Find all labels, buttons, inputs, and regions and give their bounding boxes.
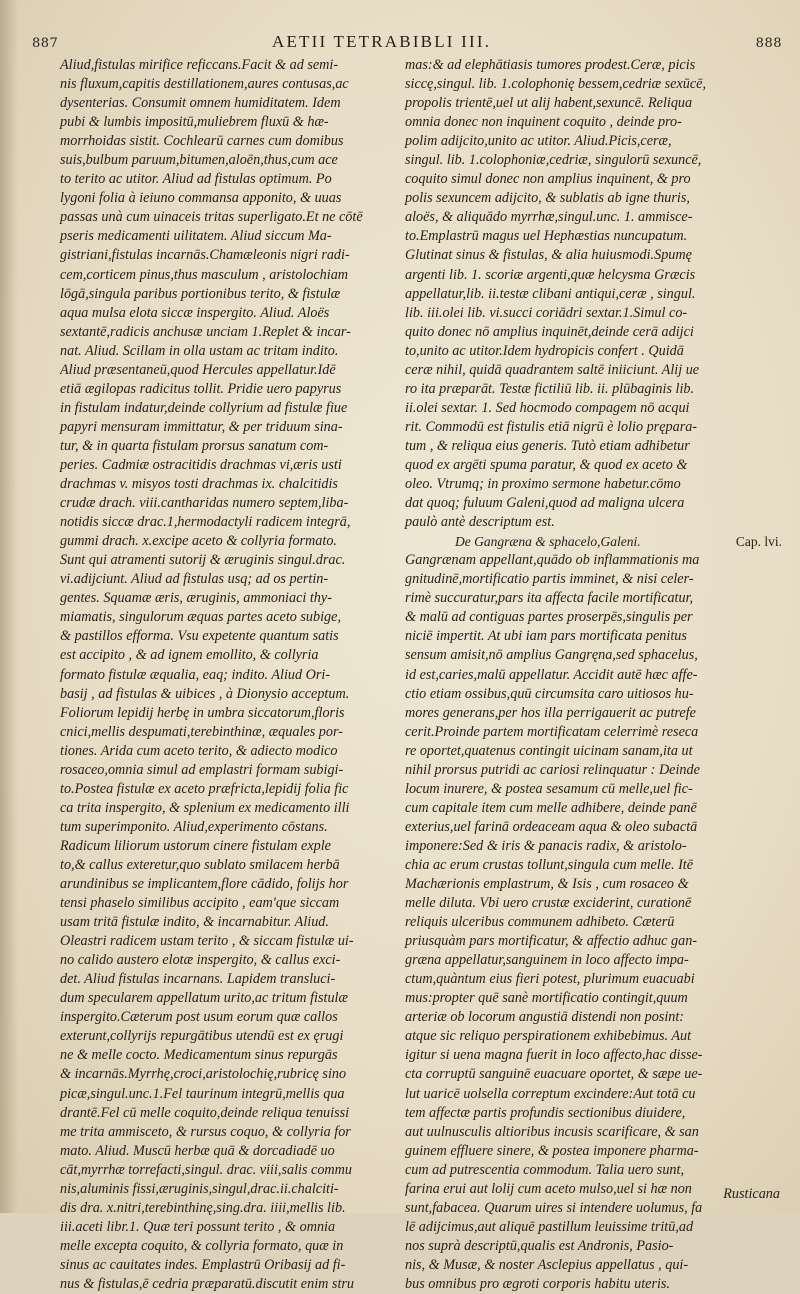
text-line: inspergito.Cæterum post usum eorum quæ callos (60, 1009, 338, 1026)
text-line: suis,bulbum paruum,bitumen,aloēn,thus,cum ace (60, 152, 338, 169)
running-title: AETII TETRABIBLI III. (272, 32, 492, 51)
text-line: græna appellatur,sanguinem in loco affecto impa- (405, 952, 689, 969)
right-column (405, 56, 788, 1294)
text-line: lib. iii.olei lib. vi.succi coriādri sextar.1.Simul co- (405, 304, 688, 321)
text-line: reliquis ulceribus communem adhibeto. Cæterū (405, 914, 675, 931)
text-line: miamatis, singulorum æquas partes aceto subige, (60, 609, 341, 626)
text-line: sinus ac cauitates indes. Emplastrū Oribasij ad fi- (60, 1256, 346, 1273)
text-line: cum ad putrescentia commodum. Talia uero sunt, (405, 1161, 685, 1178)
folio-left: 887 (32, 36, 59, 51)
text-line: dis dra. x.nitri,terebinthinę,sing.dra. iiii,mellis lib. (60, 1199, 346, 1216)
text-line: no calido austero elotæ inspergito, & callus exci- (60, 952, 341, 969)
text-line: mato. Aliud. Muscū herbæ quā & dorcadiadē uo (60, 1142, 335, 1159)
text-line: exterunt,collyrijs repurgātibus utendū est ex ęrugi (60, 1028, 344, 1045)
text-line: gnitudinē,mortificatio partis imminet, & nisi celer- (405, 571, 694, 588)
text-line: nihil prorsus putridi ac cariosi relinquatur : Deinde (405, 761, 700, 778)
text-line: picæ,singul.unc.1.Fel taurinum integrū,mellis qua (60, 1085, 345, 1102)
section-heading (405, 532, 788, 551)
text-line: peries. Cadmiæ ostracitidis drachmas vi,æris usti (60, 456, 342, 473)
text-line: to,& callus exteretur,quo sublato smilacem herbā (60, 856, 340, 873)
text-line: iii.aceti libr.1. Quæ teri possunt terito , & omnia (60, 1218, 336, 1235)
text-line: passas unà cum uinaceis tritas superligato.Et ne cōtē (60, 209, 363, 226)
text-line: det. Aliud fistulas incarnans. Lapidem transluci- (60, 971, 336, 988)
text-line: atque sic reliquo perspirationem exhibebimus. Aut (405, 1028, 692, 1045)
text-line: nat. Aliud. Scillam in olla ustam ac tritam indito. (60, 342, 339, 359)
text-line: pseris medicamenti uilitatem. Aliud siccum Ma- (60, 228, 332, 245)
text-line: sextantē,radicis anchusæ unciam 1.Replet & incar- (60, 323, 351, 340)
text-line: Gangrænam appellant,quādo ob inflammationis ma (405, 552, 700, 569)
text-line: ctio etiam ossibus,quū circumsita caro uitiosos hu- (405, 685, 694, 702)
text-line: to.Postea fistulæ ex aceto præfricta,lepidij folia fic (60, 780, 349, 797)
text-line: mores generans,per hos illa perrigauerit ac putrefe (405, 704, 696, 721)
text-line: & pastillos efforma. Vsu expetente quantum satis (60, 628, 339, 645)
text-line: polis sexuncem adijcito, & sublatis ab igne thuris, (405, 190, 690, 207)
text-line: dat quoq; fuluum Galeni,quod ad maligna ulcera (405, 495, 685, 512)
text-line: & incarnās.Myrrhę,croci,aristolochię,rubricę sino (60, 1066, 347, 1083)
text-line: niciē impertit. At ubi iam pars mortificata penitus (405, 628, 687, 645)
gutter-shadow (0, 0, 18, 1213)
text-line: nos suprà descriptū,qualis est Andronis, Pasio- (405, 1237, 674, 1254)
text-line: gistriani,fistulas incarnās.Chamæleonis nigri radi- (60, 247, 350, 264)
text-line: lygoni folia à ieiuno commansa apponito, & uuas (60, 190, 342, 207)
text-line: to.Emplastrū magus uel Hephæstias nuncupatum. (405, 228, 688, 245)
text-line: tum , & reliqua eius generis. Tutò etiam adhibetur (405, 437, 690, 454)
text-line: formato fistulæ æqualia, eaq; indito. Aliud Ori- (60, 666, 331, 683)
text-line: to terito ac utitor. Aliud ad fistulas optimum. Po (60, 171, 332, 188)
text-line: oleo. Vtrumq; in proximo sermone habetur.cōmo (405, 476, 681, 493)
text-line: cum capitale item cum melle adhibere, deinde panē (405, 799, 697, 816)
text-line: cta corruptū sanguinē euacuare oportet, & sæpe ue- (405, 1066, 703, 1083)
text-line: ii.olei sextar. 1. Sed hocmodo compagem nō acqui (405, 399, 690, 416)
text-line: rimè succuratur,pars ita affecta facile mortificatur, (405, 590, 694, 607)
text-line: in fistulam indatur,deinde collyrium ad fistulæ fiue (60, 399, 348, 416)
text-line: chia ac erum crustas tollunt,singula cum melle. Itē (405, 856, 694, 873)
left-column (60, 56, 400, 1294)
text-line: Glutinat sinus & fistulas, & alia huiusmodi.Spumę (405, 247, 692, 264)
folio-right: 888 (755, 36, 782, 51)
text-line: papyri mensuram immittatur, & per triduum sina- (60, 418, 343, 435)
text-line: lē adijcimus,aut aliquē pastillum leuissime tritū,ad (405, 1218, 694, 1235)
text-line: ctum,quàntum eius fieri potest, plurimum euacuabi (405, 971, 695, 988)
text-line: mas:& ad elephātiasis tumores prodest.Ceræ, picis (405, 57, 696, 73)
text-line: morrhoidas sistit. Cochlearū carnes cum domibus (60, 133, 344, 150)
text-line: locum inurere, & postea sesamum cū melle,uel fic- (405, 780, 693, 797)
text-line: lut uaricē uolsella correptum excindere:Aut totā cu (405, 1085, 696, 1102)
text-line: siccę,singul. lib. 1.colophonię bessem,cedriæ sexūcē, (405, 76, 707, 93)
text-line: Radicum liliorum ustorum cinere fistulam exple (60, 837, 331, 854)
text-line: quod ex argēti spuma paratur, & quod ex aceto & (405, 456, 688, 473)
text-line: id est,caries,malū appellatur. Accidit autē hæc affe- (405, 666, 698, 683)
text-line: arteriæ ob locorum angustiā distendi non posint: (405, 1009, 685, 1026)
text-line: ro ita præparāt. Testæ fictiliū lib. ii. plūbaginis lib. (405, 380, 695, 397)
text-line: tem affectæ partis profundis sectionibus diuidere, (405, 1104, 686, 1121)
text-line: sunt,fabacea. Quarum uires si intendere uolumus, fa (405, 1199, 703, 1216)
text-line: coquito simul donec non amplius inquinent, & pro (405, 171, 691, 188)
text-line: dysenterias. Consumit omnem humiditatem. Idem (60, 95, 341, 112)
text-line: usam tritā fistulæ indito, & incarnabitur. Aliud. (60, 914, 329, 931)
text-line: cāt,myrrhæ torrefacti,singul. drac. viii,salis commu (60, 1161, 353, 1178)
text-line: cem,corticem pinus,thus masculum , aristolochiam (60, 266, 349, 283)
text-line: rosaceo,omnia simul ad emplastri formam subigi- (60, 761, 344, 778)
text-line: omnia donec non inquinent coquito , deinde pro- (405, 114, 682, 131)
text-line: basij , ad fistulas & uibices , à Dionysio acceptum. (60, 685, 350, 702)
text-line: rit. Commodū est fistulis etiā nigrū è lolio prępara- (405, 418, 698, 435)
text-line: & malū ad contiguas partes proserpēs,singulis per (405, 609, 693, 626)
text-line: ne & melle cocto. Medicamentum sinus repurgās (60, 1047, 338, 1064)
text-line: etiā ægilopas radicitus tollit. Pridie uero papyrus (60, 380, 342, 397)
text-line: pubi & lumbis impositū,muliebrem fluxū & hæ- (60, 114, 329, 131)
text-line: farina erui aut lolij cum aceto mulso,uel si hæ non (405, 1180, 692, 1197)
text-line: Sunt qui atramenti sutorij & æruginis singul.drac. (60, 552, 346, 569)
text-line: argenti lib. 1. scoriæ argenti,quæ helcysma Græcis (405, 266, 696, 283)
text-line: tensi phaselo similibus accipito , eam'que siccam (60, 895, 340, 912)
catchword: Rusticana (723, 1186, 780, 1202)
text-line: tum superimponito. Aliud,experimento cōstans. (60, 818, 328, 835)
text-line: aloës, & aliquādo myrrhæ,singul.unc. 1. ammisce- (405, 209, 693, 226)
text-line: drachmas v. misyos tosti drachmas ix. chalcitidis (60, 476, 338, 493)
text-line: nis, & Musæ, & noster Asclepius appellatus , qui- (405, 1256, 689, 1273)
text-line: Foliorum lepidij herbę in umbra siccatorum,floris (60, 704, 345, 721)
text-line: aut uulnusculis altioribus incusis scarificare, & san (405, 1123, 699, 1140)
text-line: exterius,uel farinā ordeaceam aqua & oleo subactā (405, 818, 698, 835)
section-heading-title: De Gangræna & sphacelo,Galeni. (455, 534, 641, 550)
text-line: ceræ nihil, quidā quadrantem saltē iniiciunt. Alij ue (405, 361, 700, 378)
text-line: Machærionis emplastrum, & Isis , cum rosaceo & (405, 876, 689, 893)
text-line: est accipito , & ad ignem emollito, & collyria (60, 647, 319, 664)
text-line: Aliud,fistulas mirifice reficcans.Facit & ad semi- (60, 57, 339, 73)
text-line: aqua mulsa elota siccæ inspergito. Aliud. Aloës (60, 304, 330, 321)
text-line: to,unito ac utitor.Idem hydropicis confert . Quidā (405, 342, 684, 359)
text-line: Oleastri radicem ustam terito , & siccam fistulæ ui- (60, 933, 354, 950)
text-line: Aliud præsentaneū,quod Hercules appellatur.Idē (60, 361, 336, 378)
text-line: polim adijcito,unito ac utitor. Aliud.Picis,ceræ, (405, 133, 672, 150)
text-line: lōgā,singula paribus portionibus terito, & fistulæ (60, 285, 341, 302)
text-line: propolis trientē,uel ut alij habent,sexuncē. Reliqua (405, 95, 693, 112)
chapter-number: Cap. lvi. (735, 534, 782, 550)
text-line: quito donec nō amplius inquinēt,deinde cerā adijci (405, 323, 694, 340)
text-line: tur, & in quarta fistulam prorsus sanatum com- (60, 437, 329, 454)
text-line: bus omnibus pro ægroti corporis habitu uteris. (405, 1276, 670, 1292)
text-line: igitur si uena magna fuerit in loco affecto,hac disse- (405, 1047, 703, 1064)
text-line: crudæ drach. viii.cantharidas numero septem,liba- (60, 495, 349, 512)
text-line: melle diluta. Vbi uero crustæ exciderint, curationē (405, 895, 692, 912)
text-line: cnici,mellis despumati,terebinthinæ, æquales por- (60, 723, 343, 740)
text-line: cerit.Proinde partem mortificatam celerrimè reseca (405, 723, 699, 740)
text-line: melle excepta coquito, & collyria formato, quæ in (60, 1237, 344, 1254)
text-line: nis,aluminis fissi,æruginis,singul,drac.ii.chalciti- (60, 1180, 339, 1197)
text-line: tiones. Arida cum aceto terito, & adiecto modico (60, 742, 338, 759)
text-line: notidis siccæ drac.1,hermodactyli radicem integrā, (60, 514, 351, 531)
text-line: re oportet,quatenus contingit uicinam sanam,ita ut (405, 742, 693, 759)
text-line: sensum amisit,nō amplius Gangręna,sed sphacelus, (405, 647, 698, 664)
page-header (0, 32, 800, 58)
text-line: drantē.Fel cū melle coquito,deinde reliqua tenuissi (60, 1104, 350, 1121)
text-line: nus & fistulas,ē cedria præparatū.discutit enim stru (60, 1276, 355, 1292)
text-line: paulò antè descriptum est. (405, 514, 555, 531)
text-line: me trita ammisceto, & rursus coquo, & collyria for (60, 1123, 351, 1140)
text-line: priusquàm pars mortificatur, & affectio adhuc gan- (405, 933, 698, 950)
text-line: arundinibus se implicantem,flore cādido, folijs hor (60, 876, 349, 893)
text-line: ca trita inspergito, & splenium ex medicamento illi (60, 799, 350, 816)
text-line: guinem effluere sinere, & postea imponere pharma- (405, 1142, 699, 1159)
text-line: singul. lib. 1.colophoniæ,cedriæ, singulorū sexuncē, (405, 152, 702, 169)
text-line: gentes. Squamæ æris, æruginis, ammoniaci thy- (60, 590, 332, 607)
text-line: mus:propter quē sanè mortificatio contingit,quum (405, 990, 688, 1007)
text-line: gummi drach. x.excipe aceto & collyria formato. (60, 533, 337, 550)
text-line: nis fluxum,capitis destillationem,aures contusas,ac (60, 76, 349, 93)
text-line: imponere:Sed & iris & panacis radix, & aristolo- (405, 837, 687, 854)
text-line: vi.adijciunt. Aliud ad fistulas usq; ad os pertin- (60, 571, 329, 588)
text-line: dum specularem appellatum urito,ac tritum fistulæ (60, 990, 348, 1007)
text-line: appellatur,lib. ii.testæ clibani antiqui,ceræ , singul. (405, 285, 696, 302)
